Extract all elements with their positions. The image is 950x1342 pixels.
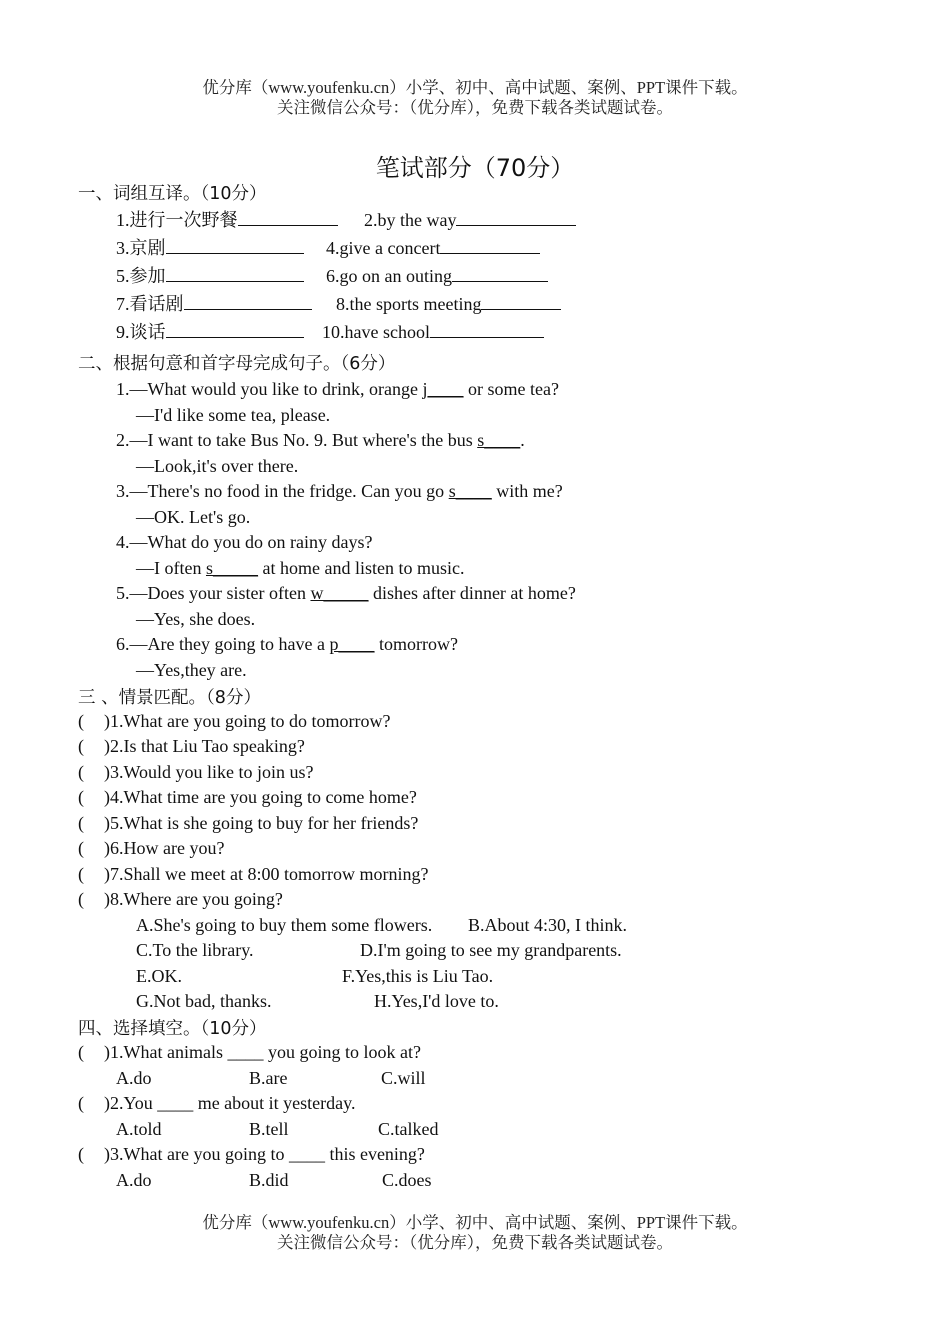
sentence-question — [116, 429, 525, 451]
paren: ( — [78, 889, 84, 909]
vocab-item: 1.进行一次野餐 — [116, 210, 238, 230]
match-answer: C.To the library. — [136, 940, 254, 960]
choice-question — [78, 1092, 355, 1114]
vocab-item: 7.看话剧 — [116, 294, 184, 314]
answer-blank — [481, 292, 561, 310]
question-text: 1.—What would you like to drink, orange — [116, 379, 423, 399]
choice-option: C.talked — [378, 1119, 439, 1139]
answer-text: —I often — [136, 558, 206, 578]
question-text: 2.—I want to take Bus No. 9. But where's the bus — [116, 430, 478, 450]
sentence-answer: —OK. Let's go. — [136, 507, 251, 527]
match-question — [78, 735, 305, 757]
vocab-item: 9.谈话 — [116, 322, 166, 342]
vocab-row — [116, 208, 338, 231]
vocab-row — [326, 264, 548, 287]
question-text: )6.How are you? — [104, 838, 225, 858]
match-question — [78, 863, 428, 885]
answer-blank — [456, 208, 576, 226]
choice-option: C.will — [381, 1068, 426, 1088]
sentence-question — [116, 633, 458, 655]
question-text: or some tea? — [463, 379, 559, 399]
initial-letter-blank: s____ — [448, 481, 492, 501]
question-text: )3.Would you like to join us? — [104, 762, 314, 782]
vocab-row — [326, 236, 540, 259]
vocab-row — [116, 320, 304, 343]
sentence-answer: —Yes,they are. — [136, 660, 247, 680]
match-answer: B.About 4:30, I think. — [468, 915, 628, 935]
question-text: 3.—There's no food in the fridge. Can you go — [116, 481, 449, 501]
vocab-row — [364, 208, 576, 231]
page-title: 笔试部分（70分） — [375, 154, 575, 182]
match-question — [78, 761, 314, 783]
section-4-heading: 四、选择填空。（10分） — [78, 1019, 267, 1039]
sentence-question: 4.—What do you do on rainy days? — [116, 532, 373, 552]
paren: ( — [78, 762, 84, 782]
match-question — [78, 710, 390, 732]
paren: ( — [78, 813, 84, 833]
question-text: tomorrow? — [374, 634, 458, 654]
vocab-item: 8.the sports meeting — [336, 294, 482, 314]
answer-blank — [166, 236, 304, 254]
vocab-item: 6.go on an outing — [326, 266, 452, 286]
paren: ( — [78, 838, 84, 858]
paren: ( — [78, 1093, 84, 1113]
vocab-row — [116, 292, 312, 315]
match-question — [78, 786, 417, 808]
match-answer: E.OK. — [136, 966, 182, 986]
question-text: )2.Is that Liu Tao speaking? — [104, 736, 305, 756]
match-answer: F.Yes,this is Liu Tao. — [342, 966, 494, 986]
question-text: )8.Where are you going? — [104, 889, 283, 909]
vocab-row — [116, 236, 304, 259]
vocab-item: 2.by the way — [364, 210, 457, 230]
section-2-heading: 二、根据句意和首字母完成句子。（6分） — [78, 354, 396, 374]
section-3-heading: 三 、情景匹配。（8分） — [78, 688, 261, 708]
question-text: )4.What time are you going to come home? — [104, 787, 417, 807]
match-question — [78, 812, 418, 834]
answer-blank — [238, 208, 338, 226]
answer-text: at home and listen to music. — [258, 558, 465, 578]
sentence-answer: —Look,it's over there. — [136, 456, 299, 476]
section-1-heading: 一、词组互译。（10分） — [78, 184, 267, 204]
vocab-row — [116, 264, 304, 287]
paren: ( — [78, 787, 84, 807]
sentence-answer: —Yes, she does. — [136, 609, 256, 629]
choice-option: A.do — [116, 1068, 152, 1088]
initial-letter-blank: s____ — [477, 430, 521, 450]
match-question — [78, 837, 224, 859]
question-text: 6.—Are they going to have a — [116, 634, 330, 654]
question-text: )1.What animals ____ you going to look at? — [104, 1042, 421, 1062]
footer-line-1: 优分库（www.youfenku.cn）小学、初中、高中试题、案例、PPT课件下载。 — [202, 1213, 748, 1232]
question-text: )2.You ____ me about it yesterday. — [104, 1093, 356, 1113]
match-answer: H.Yes,I'd love to. — [374, 991, 499, 1011]
choice-question — [78, 1041, 421, 1063]
question-text: with me? — [491, 481, 563, 501]
initial-letter-blank: w_____ — [310, 583, 369, 603]
sentence-answer: —I'd like some tea, please. — [136, 405, 331, 425]
answer-blank — [430, 320, 544, 338]
choice-option: A.told — [116, 1119, 162, 1139]
match-answer: A.She's going to buy them some flowers. — [136, 915, 433, 935]
question-text: 5.—Does your sister often — [116, 583, 311, 603]
answer-blank — [440, 236, 540, 254]
paren: ( — [78, 711, 84, 731]
answer-blank — [166, 320, 304, 338]
footer-line-2: 关注微信公众号：（优分库），免费下载各类试题试卷。 — [277, 1233, 673, 1252]
match-answer: G.Not bad, thanks. — [136, 991, 272, 1011]
initial-letter-blank: s_____ — [205, 558, 258, 578]
choice-option: B.did — [249, 1170, 289, 1190]
vocab-row — [322, 320, 544, 343]
sentence-question — [116, 582, 576, 604]
vocab-item: 3.京剧 — [116, 238, 166, 258]
question-text: . — [520, 430, 525, 450]
choice-option: B.tell — [249, 1119, 289, 1139]
question-text: )7.Shall we meet at 8:00 tomorrow morning? — [104, 864, 429, 884]
match-answer: D.I'm going to see my grandparents. — [360, 940, 622, 960]
vocab-item: 4.give a concert — [326, 238, 441, 258]
answer-blank — [184, 292, 312, 310]
vocab-item: 10.have school — [322, 322, 430, 342]
question-text: )5.What is she going to buy for her friends? — [104, 813, 419, 833]
sentence-question — [116, 378, 559, 400]
choice-option: A.do — [116, 1170, 152, 1190]
answer-blank — [166, 264, 304, 282]
sentence-question — [116, 480, 563, 502]
paren: ( — [78, 1144, 84, 1164]
vocab-item: 5.参加 — [116, 266, 166, 286]
question-text: )1.What are you going to do tomorrow? — [104, 711, 391, 731]
vocab-row — [336, 292, 561, 315]
answer-blank — [452, 264, 548, 282]
paren: ( — [78, 736, 84, 756]
header-line-1: 优分库（www.youfenku.cn）小学、初中、高中试题、案例、PPT课件下载。 — [202, 78, 748, 97]
paren: ( — [78, 1042, 84, 1062]
choice-question — [78, 1143, 425, 1165]
initial-letter-blank: j____ — [422, 379, 464, 399]
sentence-answer — [136, 557, 464, 579]
match-question — [78, 888, 283, 910]
question-text: )3.What are you going to ____ this evening? — [104, 1144, 425, 1164]
initial-letter-blank: p____ — [329, 634, 375, 654]
choice-option: B.are — [249, 1068, 288, 1088]
question-text: dishes after dinner at home? — [368, 583, 576, 603]
paren: ( — [78, 864, 84, 884]
header-line-2: 关注微信公众号：（优分库），免费下载各类试题试卷。 — [277, 98, 673, 117]
choice-option: C.does — [382, 1170, 432, 1190]
